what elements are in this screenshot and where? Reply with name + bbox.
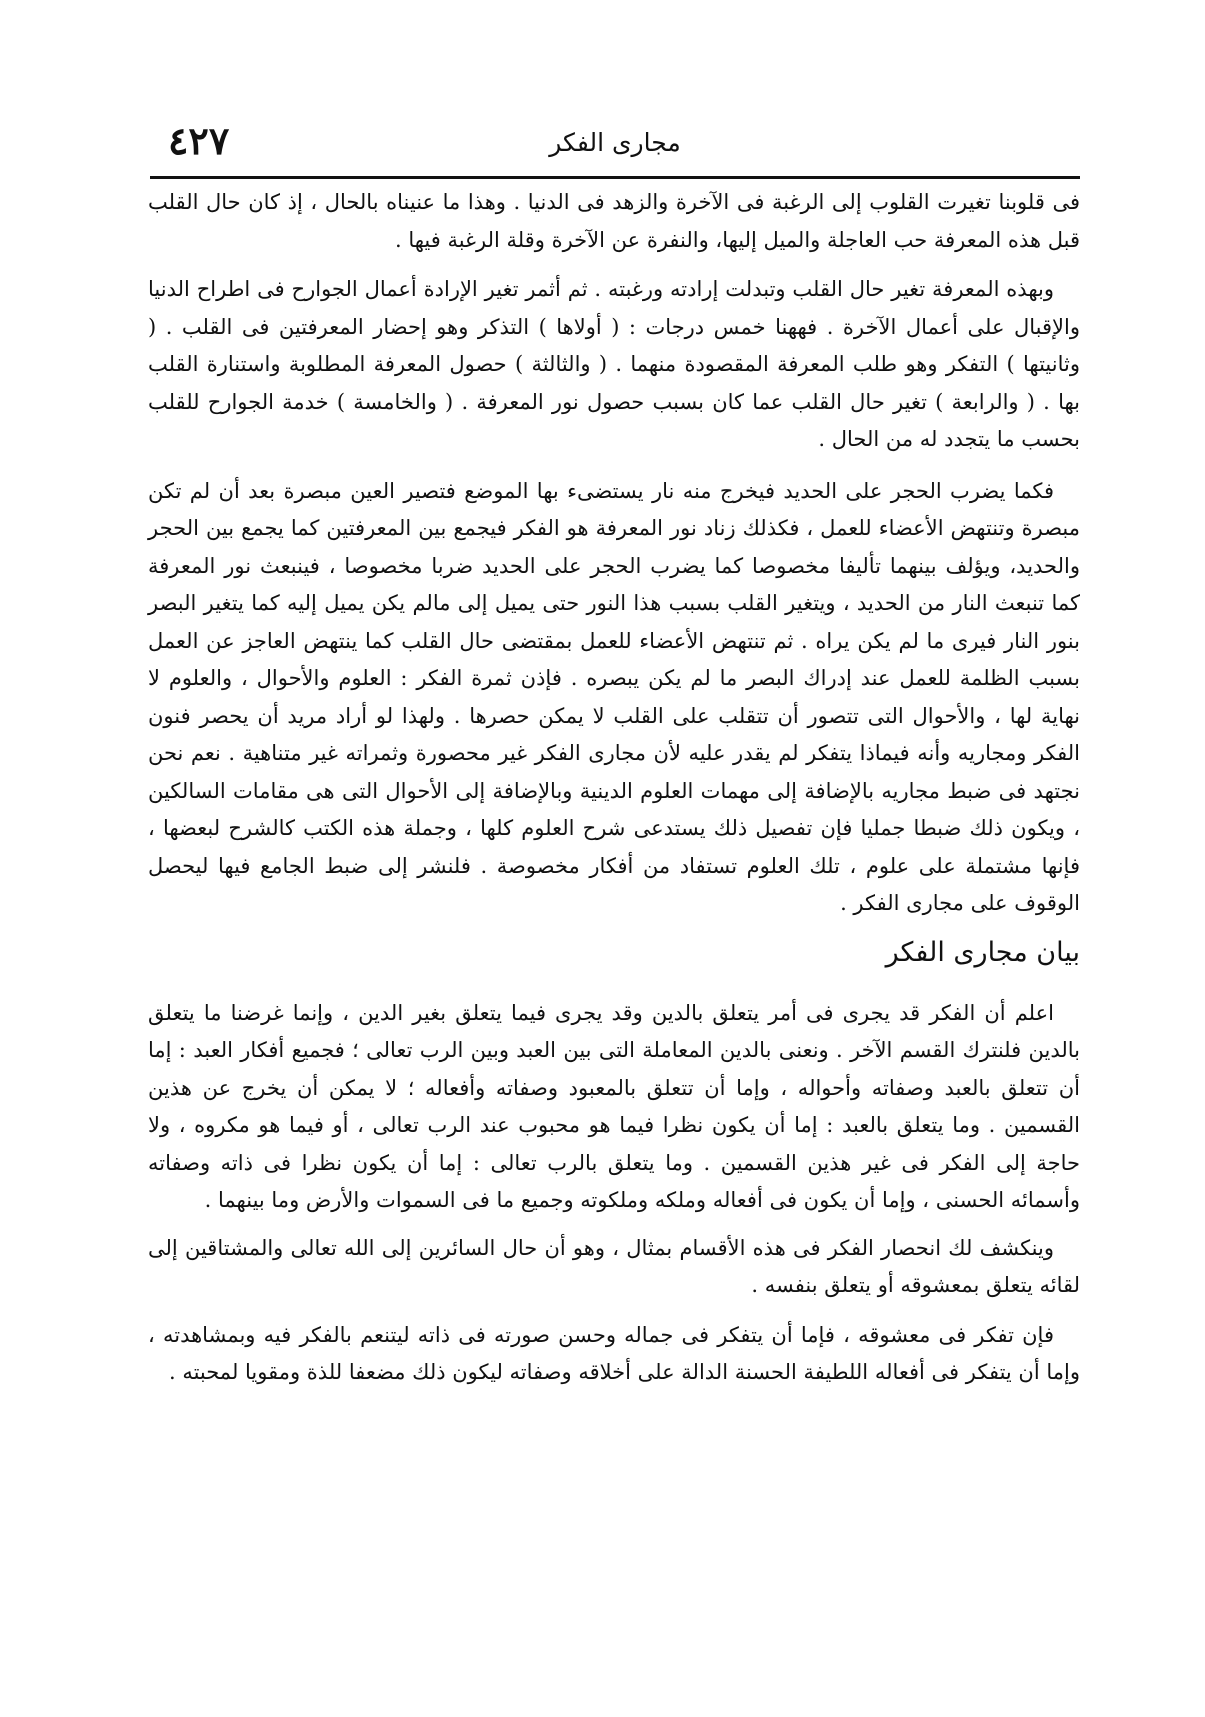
running-title: مجارى الفكر bbox=[549, 128, 681, 157]
header-rule bbox=[150, 176, 1080, 179]
paragraph-example: وينكشف لك انحصار الفكر فى هذه الأقسام بمثال ، وهو أن حال السائرين إلى الله تعالى والمشتاقين إلى لقائه يتعلق بمعشوقه أو يتعلق بنفسه . bbox=[148, 1235, 1080, 1297]
page-number: ٤٢٧ bbox=[168, 118, 230, 163]
paragraph-five-stages: وبهذه المعرفة تغير حال القلب وتبدلت إرادته ورغبته . ثم أثمر تغير الإرادة أعمال الجوارح فى اطراح الدنيا والإقبال على أعمال الآخرة . فههنا خمس درجات : ( أولاها ) التذكر وهو إحضار المعرفتين فى القلب . ( وثانيتها ) التفكر وهو طلب المعرفة المقصودة منهما . ( والثالثة ) حصول المعرفة المطلوبة واستنارة القلب بها . ( والرابعة ) تغير حال القلب عما كان بسبب حصول نور المعرفة . ( والخامسة ) خدمة الجوارح للقلب بحسب ما يتجدد له من الحال . bbox=[148, 277, 1080, 451]
page-body bbox=[148, 184, 1080, 1392]
paragraph-continuation: فى قلوبنا تغيرت القلوب إلى الرغبة فى الآخرة والزهد فى الدنيا . وهذا ما عنيناه بالحال ، إذ كان حال القلب قبل هذه المعرفة حب العاجلة والميل إليها، والنفرة عن الآخرة وقلة الرغبة فيها . bbox=[148, 190, 1080, 252]
paragraph-flint-analogy: فكما يضرب الحجر على الحديد فيخرج منه نار يستضىء بها الموضع فتصير العين مبصرة بعد أن لم تكن مبصرة وتنتهض الأعضاء للعمل ، فكذلك زناد نور المعرفة هو الفكر فيجمع بين المعرفتين كما يجمع بين الحجر والحديد، ويؤلف بينهما تأليفا مخصوصا كما يضرب الحجر على الحديد ضربا مخصوصا ، فينبعث نور المعرفة كما تنبعث النار من الحديد ، ويتغير القلب بسبب هذا النور حتى يميل إلى مالم يكن يميل إليه كما يتغير البصر بنور النار فيرى ما لم يكن يراه . ثم تنتهض الأعضاء للعمل بمقتضى حال القلب كما ينتهض العاجز عن العمل بسبب الظلمة للعمل عند إدراك البصر ما لم يكن يبصره . فإذن ثمرة الفكر : العلوم والأحوال ، والعلوم لا نهاية لها ، والأحوال التى تتصور أن تتقلب على القلب لا يمكن حصرها . ولهذا لو أراد مريد أن يحصر فنون الفكر ومجاريه وأنه فيماذا يتفكر لم يقدر عليه لأن مجارى الفكر غير محصورة وثمراته غير متناهية . نعم نحن نجتهد فى ضبط مجاريه بالإضافة إلى مهمات العلوم الدينية وبالإضافة إلى الأحوال التى هى مقامات السالكين ، ويكون ذلك ضبطا جمليا فإن تفصيل ذلك يستدعى شرح العلوم كلها ، وجملة هذه الكتب كالشرح لبعضها ، فإنها مشتملة على علوم ، تلك العلوم تستفاد من أفكار مخصوصة . فلنشر إلى ضبط الجامع فيها ليحصل الوقوف على مجارى الفكر . bbox=[148, 478, 1080, 915]
paragraph-beloved: فإن تفكر فى معشوقه ، فإما أن يتفكر فى جماله وحسن صورته فى ذاته ليتنعم بالفكر فيه وبمشاهدته ، وإما أن يتفكر فى أفعاله اللطيفة الحسنة الدالة على أخلاقه وصفاته ليكون ذلك مضعفا للذة ومقويا لمحبته . bbox=[148, 1322, 1080, 1384]
section-heading: بيان مجارى الفكر bbox=[885, 936, 1080, 968]
paragraph-divisions-of-thought: اعلم أن الفكر قد يجرى فى أمر يتعلق بالدين وقد يجرى فيما يتعلق بغير الدين ، وإنما غرضنا ما يتعلق بالدين فلنترك القسم الآخر . ونعنى بالدين المعاملة التى بين العبد وبين الرب تعالى ؛ فجميع أفكار العبد : إما أن تتعلق بالعبد وصفاته وأحواله ، وإما أن تتعلق بالمعبود وصفاته وأفعاله ؛ لا يمكن أن يخرج عن هذين القسمين . وما يتعلق بالعبد : إما أن يكون نظرا فيما هو محبوب عند الرب تعالى ، أو فيما هو مكروه ، ولا حاجة إلى الفكر فى غير هذين القسمين . وما يتعلق بالرب تعالى : إما أن يكون نظرا فى ذاته وصفاته وأسمائه الحسنى ، وإما أن يكون فى أفعاله وملكه وملكوته وجميع ما فى السموات والأرض وما بينهما . bbox=[148, 1000, 1080, 1212]
page-header bbox=[150, 118, 1080, 176]
